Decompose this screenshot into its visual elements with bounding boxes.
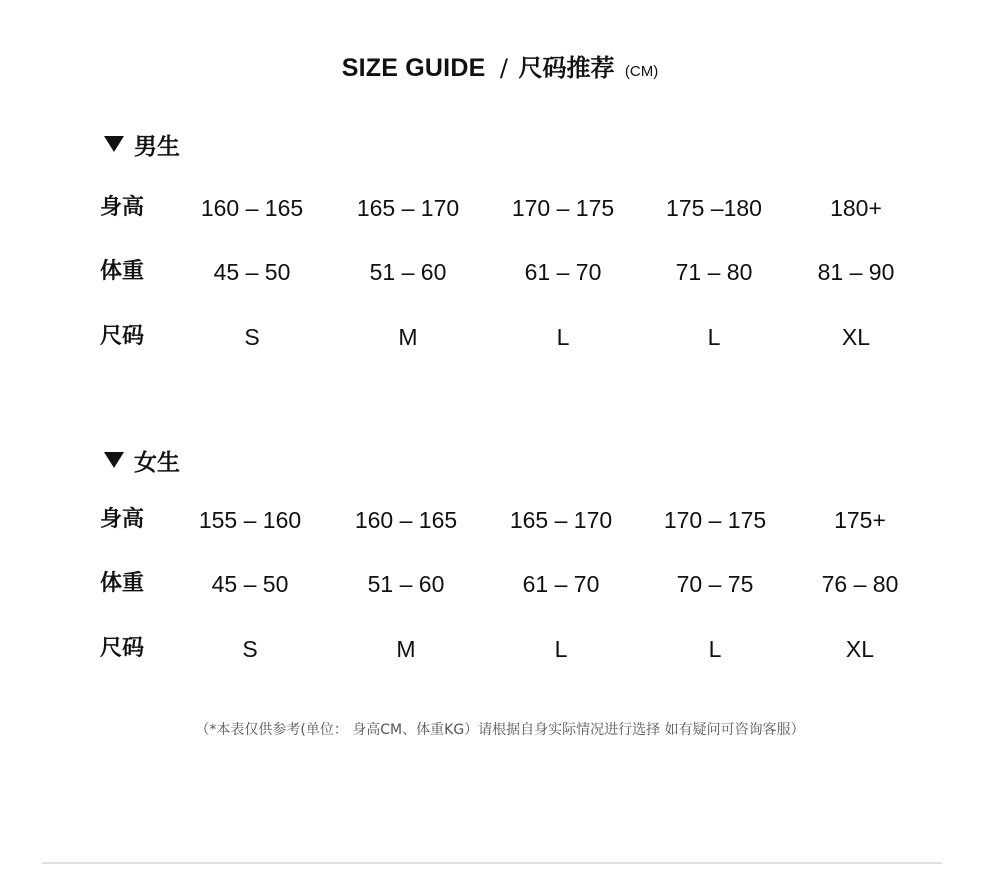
table-cell: L [707,324,721,350]
down-triangle-icon [104,136,124,152]
title-chinese: 尺码推荐 [518,54,615,82]
table-cell: 170 – 175 [511,195,615,221]
table-cell: 70 – 75 [676,571,754,597]
down-triangle-icon [104,452,124,468]
table-cell: 155 – 160 [198,507,302,533]
row-label: 身高 [100,195,145,220]
section-heading-label: 男生 [134,134,180,160]
table-cell: 165 – 170 [509,507,613,533]
table-cell: 61 – 70 [522,571,600,597]
row-label: 尺码 [100,324,145,349]
table-cell: M [396,636,416,662]
table-cell: 51 – 60 [367,571,445,597]
table-cell: 175+ [834,507,886,533]
table-cell: L [556,324,570,350]
title-separator: / [499,54,508,82]
table-cell: 45 – 50 [211,571,289,597]
table-cell: S [244,324,260,350]
table-cell: XL [841,324,871,350]
page-title [0,50,1000,90]
table-row-men-height [0,191,1000,225]
bottom-divider [42,862,942,864]
section-heading-women [104,448,180,478]
table-cell: XL [845,636,875,662]
table-row-men-size [0,320,1000,354]
table-row-women-size [0,632,1000,666]
footnote: （*本表仅供参考(单位： 身高CM、体重KG）请根据自身实际情况进行选择 如有疑问可咨询客服） [195,722,805,738]
table-row-men-weight [0,255,1000,289]
title-unit: (CM) [624,63,659,80]
row-label: 体重 [100,571,145,596]
table-cell: 170 – 175 [663,507,767,533]
table-cell: 165 – 170 [356,195,460,221]
table-cell: L [554,636,568,662]
table-cell: 51 – 60 [369,259,447,285]
title-english: SIZE GUIDE [341,54,486,82]
table-cell: 175 –180 [666,195,762,221]
section-heading-label: 女生 [134,450,180,476]
table-cell: 180+ [830,195,882,221]
table-cell: L [708,636,722,662]
table-cell: 61 – 70 [524,259,602,285]
table-cell: 160 – 165 [200,195,304,221]
table-cell: S [242,636,258,662]
table-cell: 81 – 90 [817,259,895,285]
table-row-women-weight [0,567,1000,601]
table-cell: 45 – 50 [213,259,291,285]
table-row-women-height [0,503,1000,537]
table-cell: 160 – 165 [354,507,458,533]
table-cell: 71 – 80 [675,259,753,285]
row-label: 体重 [100,259,145,284]
table-cell: M [398,324,418,350]
section-heading-men [104,132,180,162]
row-label: 尺码 [100,636,145,661]
table-cell: 76 – 80 [821,571,899,597]
row-label: 身高 [100,507,145,532]
